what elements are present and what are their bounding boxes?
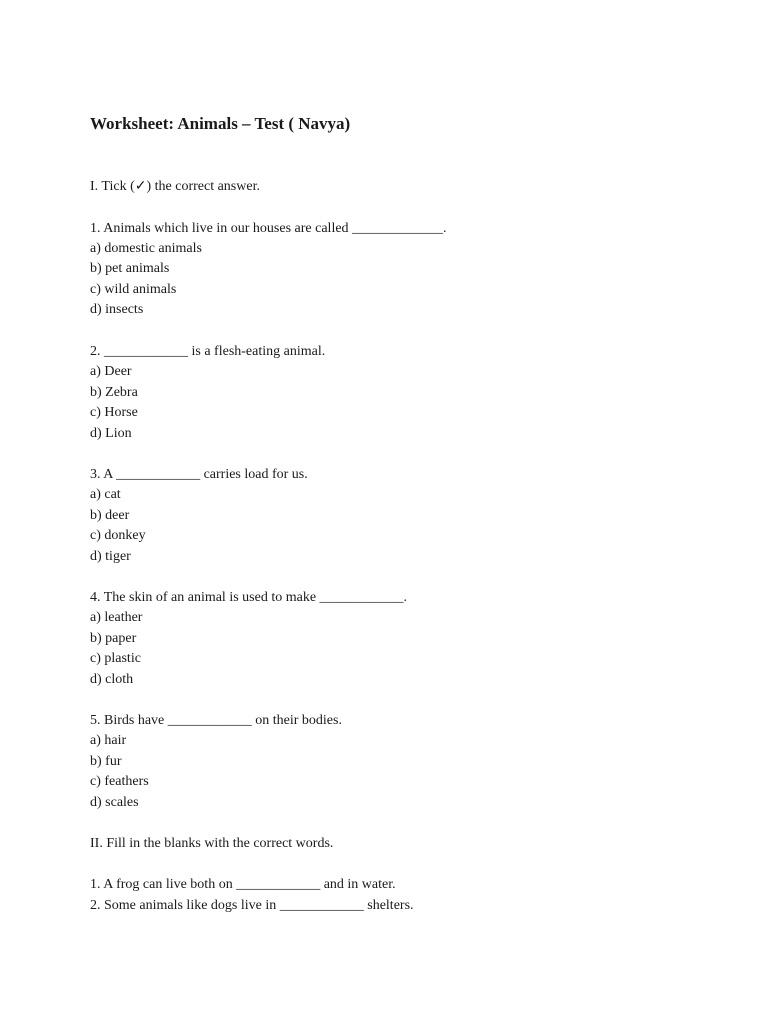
question-1-option-d[interactable]: d) insects xyxy=(90,302,144,317)
question-5-option-d[interactable]: d) scales xyxy=(90,795,139,810)
question-5-option-c[interactable]: c) feathers xyxy=(90,774,149,789)
question-2-option-a[interactable]: a) Deer xyxy=(90,364,132,379)
section-1-heading: I. Tick (✓) the correct answer. xyxy=(90,179,260,194)
question-3-option-b[interactable]: b) deer xyxy=(90,508,130,523)
question-1: 1. Animals which live in our houses are called _____________. xyxy=(90,221,447,236)
question-3: 3. A ____________ carries load for us. xyxy=(90,467,308,482)
question-5-option-a[interactable]: a) hair xyxy=(90,733,127,748)
question-1-option-c[interactable]: c) wild animals xyxy=(90,282,177,297)
fill-blank-1: 1. A frog can live both on ____________ and in water. xyxy=(90,877,396,892)
question-5: 5. Birds have ____________ on their bodies. xyxy=(90,713,342,728)
page-title: Worksheet: Animals – Test ( Navya) xyxy=(90,114,351,133)
question-4-option-c[interactable]: c) plastic xyxy=(90,651,141,666)
question-2-option-c[interactable]: c) Horse xyxy=(90,405,138,420)
question-2-option-d[interactable]: d) Lion xyxy=(90,426,132,441)
question-4-option-b[interactable]: b) paper xyxy=(90,631,137,646)
question-1-option-a[interactable]: a) domestic animals xyxy=(90,241,202,256)
question-3-option-d[interactable]: d) tiger xyxy=(90,549,131,564)
question-5-option-b[interactable]: b) fur xyxy=(90,754,122,769)
question-4: 4. The skin of an animal is used to make ____________. xyxy=(90,590,408,605)
question-2: 2. ____________ is a flesh-eating animal. xyxy=(90,344,326,359)
question-4-option-a[interactable]: a) leather xyxy=(90,610,143,625)
question-3-option-c[interactable]: c) donkey xyxy=(90,528,146,543)
question-1-option-b[interactable]: b) pet animals xyxy=(90,261,170,276)
fill-blank-2: 2. Some animals like dogs live in ____________ shelters. xyxy=(90,898,414,913)
question-4-option-d[interactable]: d) cloth xyxy=(90,672,134,687)
section-2-heading: II. Fill in the blanks with the correct words. xyxy=(90,836,334,851)
question-2-option-b[interactable]: b) Zebra xyxy=(90,385,138,400)
question-3-option-a[interactable]: a) cat xyxy=(90,487,121,502)
